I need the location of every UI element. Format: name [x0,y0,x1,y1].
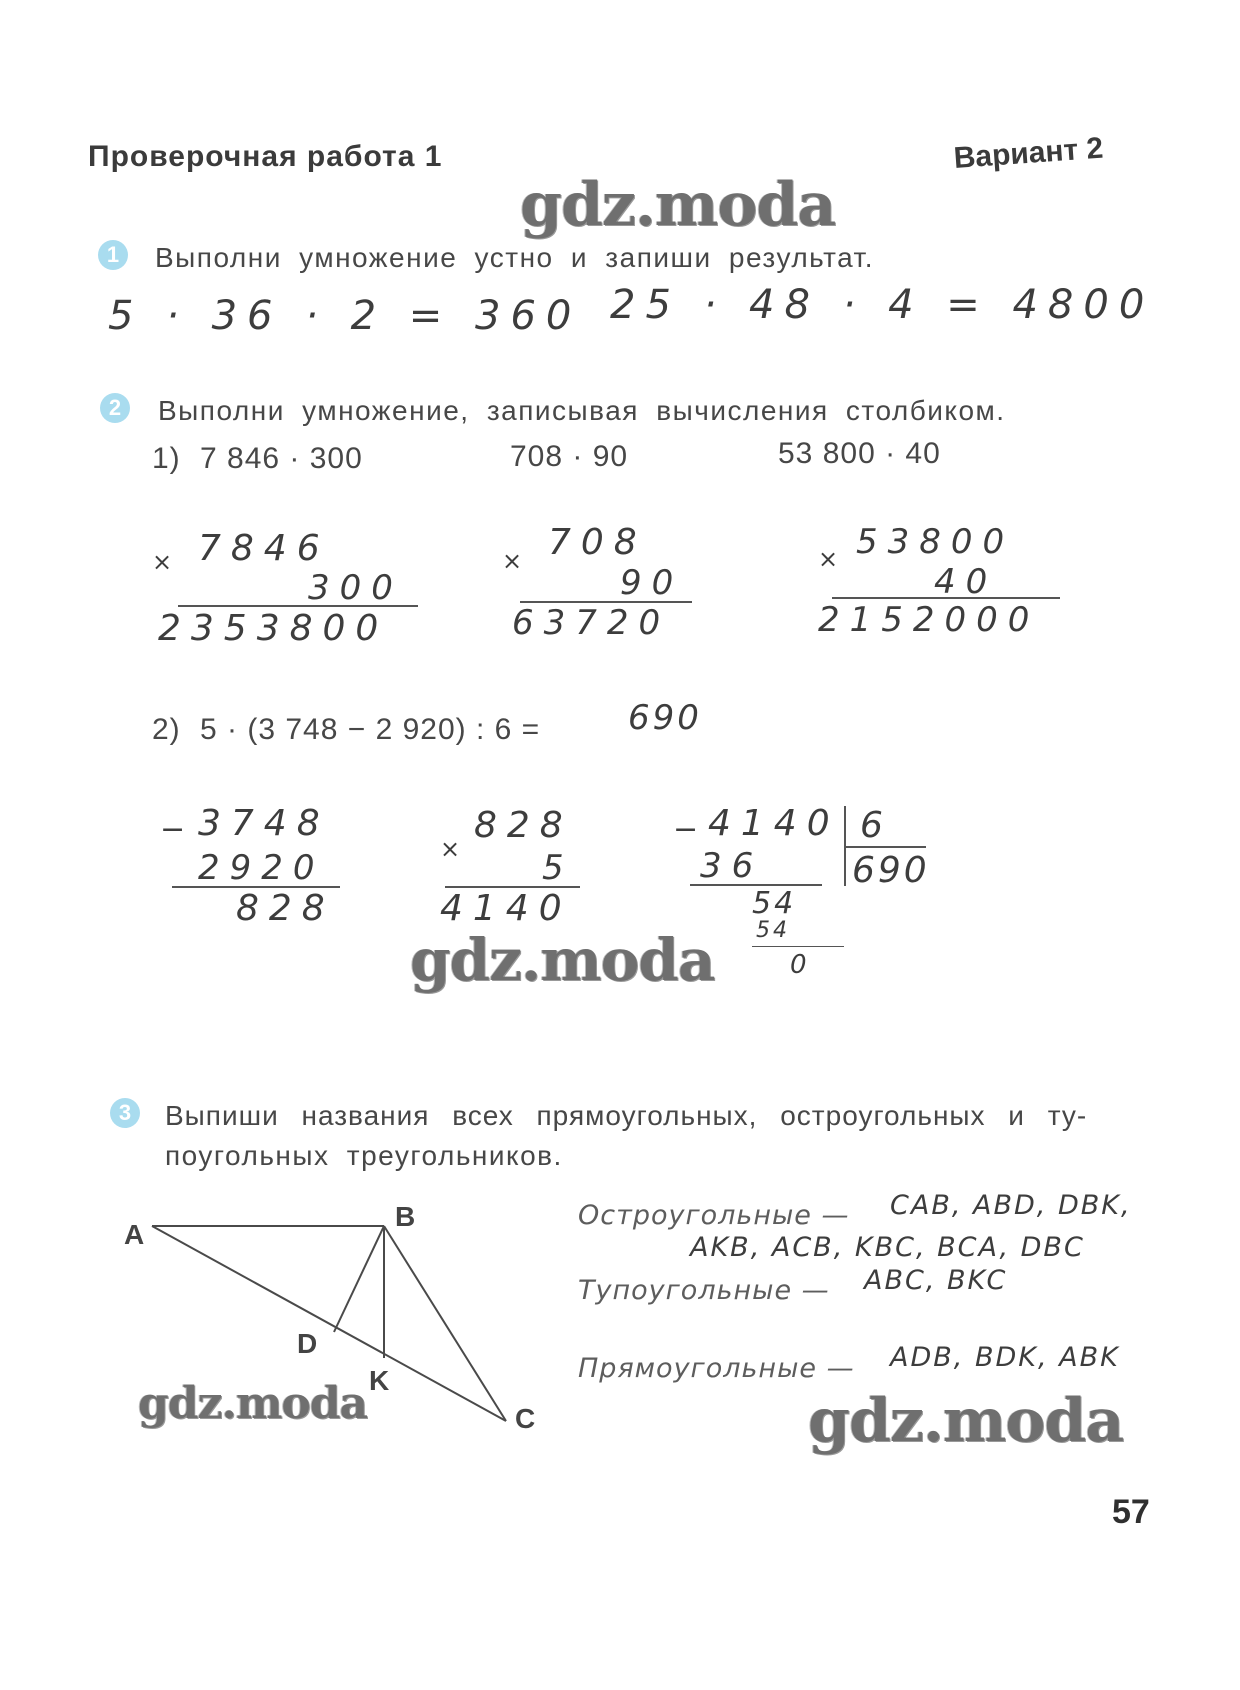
obtuse-answer: ABC, BKC [864,1265,1008,1296]
column-result: 2353800 [158,608,389,649]
minus-sign: − [160,812,186,847]
multiplication-top: 828 [474,805,573,846]
multiply-sign: × [152,548,173,576]
subtraction-result: 828 [236,888,335,929]
acute-answer-line1: CAB, ABD, DBK, [890,1190,1132,1221]
task2-instruction: Выполни умножение, записывая вычисления столбиком. [158,395,1006,426]
division-quotient: 690 [852,850,930,891]
division-step: 54 [752,886,797,921]
task3-instruction-line1: Выпиши названия всех прямоугольных, остроугольных и ту- [165,1100,1088,1131]
point-label-a: A [124,1219,145,1250]
division-step: 54 [756,918,790,943]
multiply-sign: × [502,547,523,575]
watermark: gdz.moda [808,1386,1124,1456]
column-result: 63720 [512,603,671,643]
multiplication-result: 4140 [440,888,572,929]
variant-label: Вариант 2 [952,131,1105,176]
point-label-b: B [395,1201,416,1232]
part2-label: 2) [152,713,181,746]
multiply-sign: × [440,835,461,863]
subtraction-subtrahend: 2920 [198,848,325,888]
watermark: gdz.moda [410,926,715,994]
task-number-badge: 2 [100,393,130,423]
multiply-sign: × [818,545,839,573]
multiplication-bottom: 5 [542,848,574,888]
column-bottom-number: 300 [308,568,403,608]
point-label-c: C [515,1403,536,1434]
task-number-badge: 1 [98,240,128,270]
watermark: gdz.moda [138,1378,368,1429]
part1-label: 1) [152,442,181,475]
right-label: Прямоугольные — [578,1353,855,1384]
division-dividend: 4140 [708,803,840,844]
task1-instruction: Выполни умножение устно и запиши результат. [155,242,875,273]
point-label-d: D [297,1328,318,1359]
part1-expression: 7 846 · 300 [200,442,363,475]
task-number-badge: 3 [110,1098,140,1128]
obtuse-label: Тупоугольные — [578,1275,830,1306]
acute-label: Остроугольные — [578,1200,850,1231]
watermark: gdz.moda [520,170,836,240]
task1-answer-1: 5 · 36 · 2 = 360 [108,293,582,339]
part1-expression: 53 800 · 40 [778,437,941,470]
acute-answer-line2: AKB, ACB, KBC, BCA, DBC [690,1232,1085,1263]
division-step: 0 [790,950,810,980]
part2-expression: 5 · (3 748 − 2 920) : 6 = [200,713,541,746]
minus-sign: − [673,812,699,847]
page-number: 57 [1112,1493,1150,1531]
column-top-number: 53800 [856,522,1015,562]
task1-answer-2: 25 · 48 · 4 = 4800 [610,282,1155,328]
column-top-number: 7846 [198,528,330,569]
column-bottom-number: 40 [934,562,998,602]
right-answer: ADB, BDK, ABK [890,1342,1120,1373]
division-divisor: 6 [860,805,886,846]
part2-answer: 690 [628,698,702,738]
part1-expression: 708 · 90 [510,440,629,473]
column-bottom-number: 90 [620,563,684,603]
page-title: Проверочная работа 1 [88,140,443,173]
task3-instruction-line2: поугольных треугольников. [165,1140,563,1171]
point-label-k: K [369,1365,390,1396]
division-step: 36 [700,846,764,886]
column-top-number: 708 [548,522,647,563]
subtraction-minuend: 3748 [198,803,330,844]
column-result: 2152000 [818,600,1040,640]
